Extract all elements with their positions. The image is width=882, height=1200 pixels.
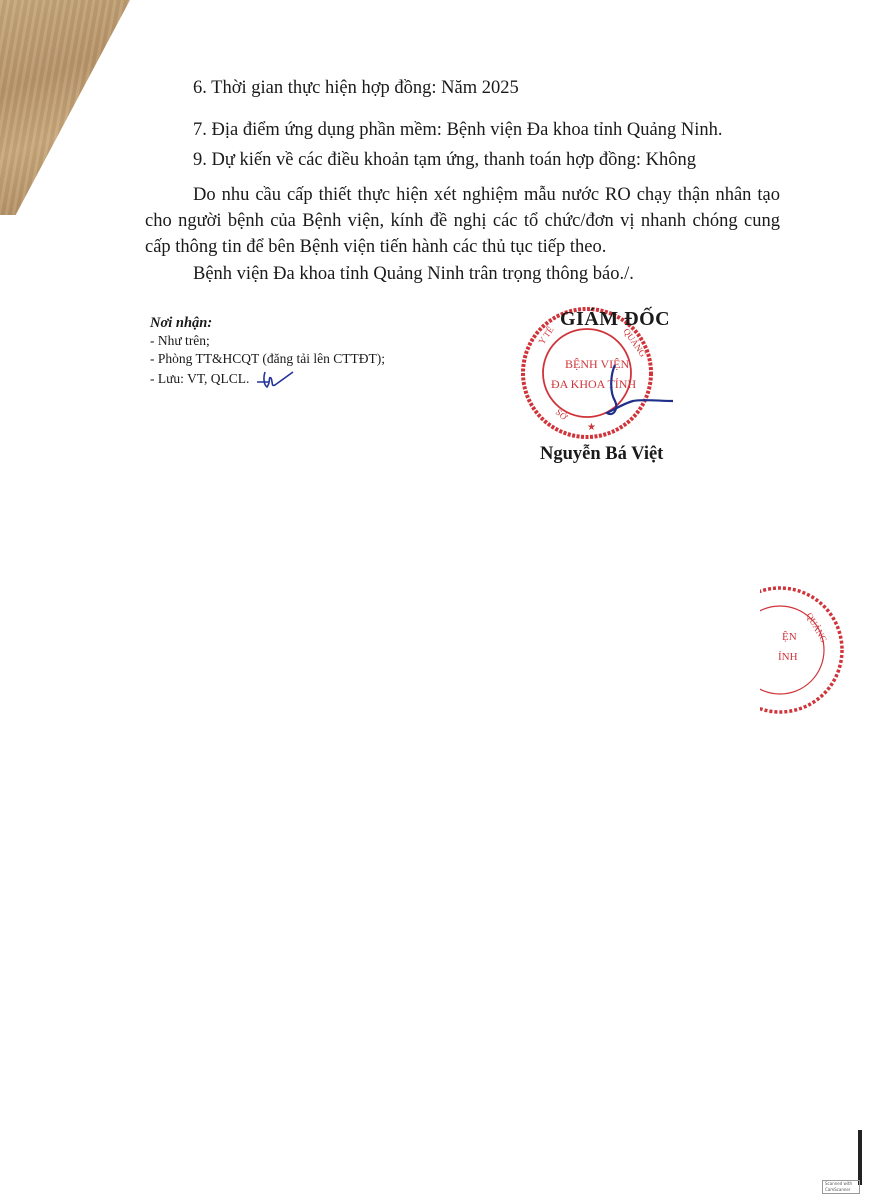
seal-line: ỈNH bbox=[778, 651, 798, 663]
svg-text:★: ★ bbox=[587, 422, 596, 433]
partial-seal-icon bbox=[760, 580, 860, 720]
seal-line: ỆN bbox=[782, 631, 797, 643]
scanner-badge: Scanned with CamScanner bbox=[822, 1180, 860, 1194]
scan-background-wood bbox=[0, 0, 130, 215]
item-6: 6. Thời gian thực hiện hợp đồng: Năm 2025 bbox=[193, 78, 519, 98]
recipients-heading: Nơi nhận: bbox=[150, 315, 213, 331]
svg-text:Y TẾ: Y TẾ bbox=[536, 324, 556, 347]
svg-text:QUẢNG: QUẢNG bbox=[804, 611, 830, 645]
item-9: 9. Dự kiến về các điều khoản tạm ứng, thanh toán hợp đồng: Không bbox=[193, 150, 697, 170]
svg-text:QUẢNG: QUẢNG bbox=[621, 326, 649, 359]
recipient-line: - Như trên; bbox=[150, 333, 210, 348]
seal-line: BỆNH VIỆN bbox=[565, 357, 630, 371]
signer-title: GIÁM ĐỐC bbox=[560, 308, 671, 330]
request-paragraph: Do nhu cầu cấp thiết thực hiện xét nghiệm mẫu nước RO chạy thận nhân tạo cho người bệnh của Bệnh viện, kính đề nghị các tổ chức/đơn vị nhanh chóng cung cấp thông tin để bên Bệnh viện tiến hành các thủ tục tiếp theo. bbox=[145, 185, 780, 257]
recipients-block bbox=[150, 314, 385, 390]
recipient-line: - Phòng TT&HCQT (đăng tải lên CTTĐT); bbox=[150, 351, 385, 366]
item-7: 7. Địa điểm ứng dụng phần mềm: Bệnh viện Đa khoa tỉnh Quảng Ninh. bbox=[193, 120, 723, 140]
initials-signature-icon bbox=[255, 368, 295, 390]
closing-line: Bệnh viện Đa khoa tỉnh Quảng Ninh trân trọng thông báo./. bbox=[193, 264, 634, 284]
recipient-line bbox=[150, 368, 295, 390]
signer-name: Nguyễn Bá Việt bbox=[540, 444, 664, 464]
svg-text:SỞ: SỞ bbox=[553, 406, 569, 422]
scan-edge-mark bbox=[858, 1130, 862, 1185]
recipient-line-text: - Lưu: VT, QLCL. bbox=[150, 371, 250, 386]
seal-line: ĐA KHOA TỈNH bbox=[551, 377, 637, 391]
